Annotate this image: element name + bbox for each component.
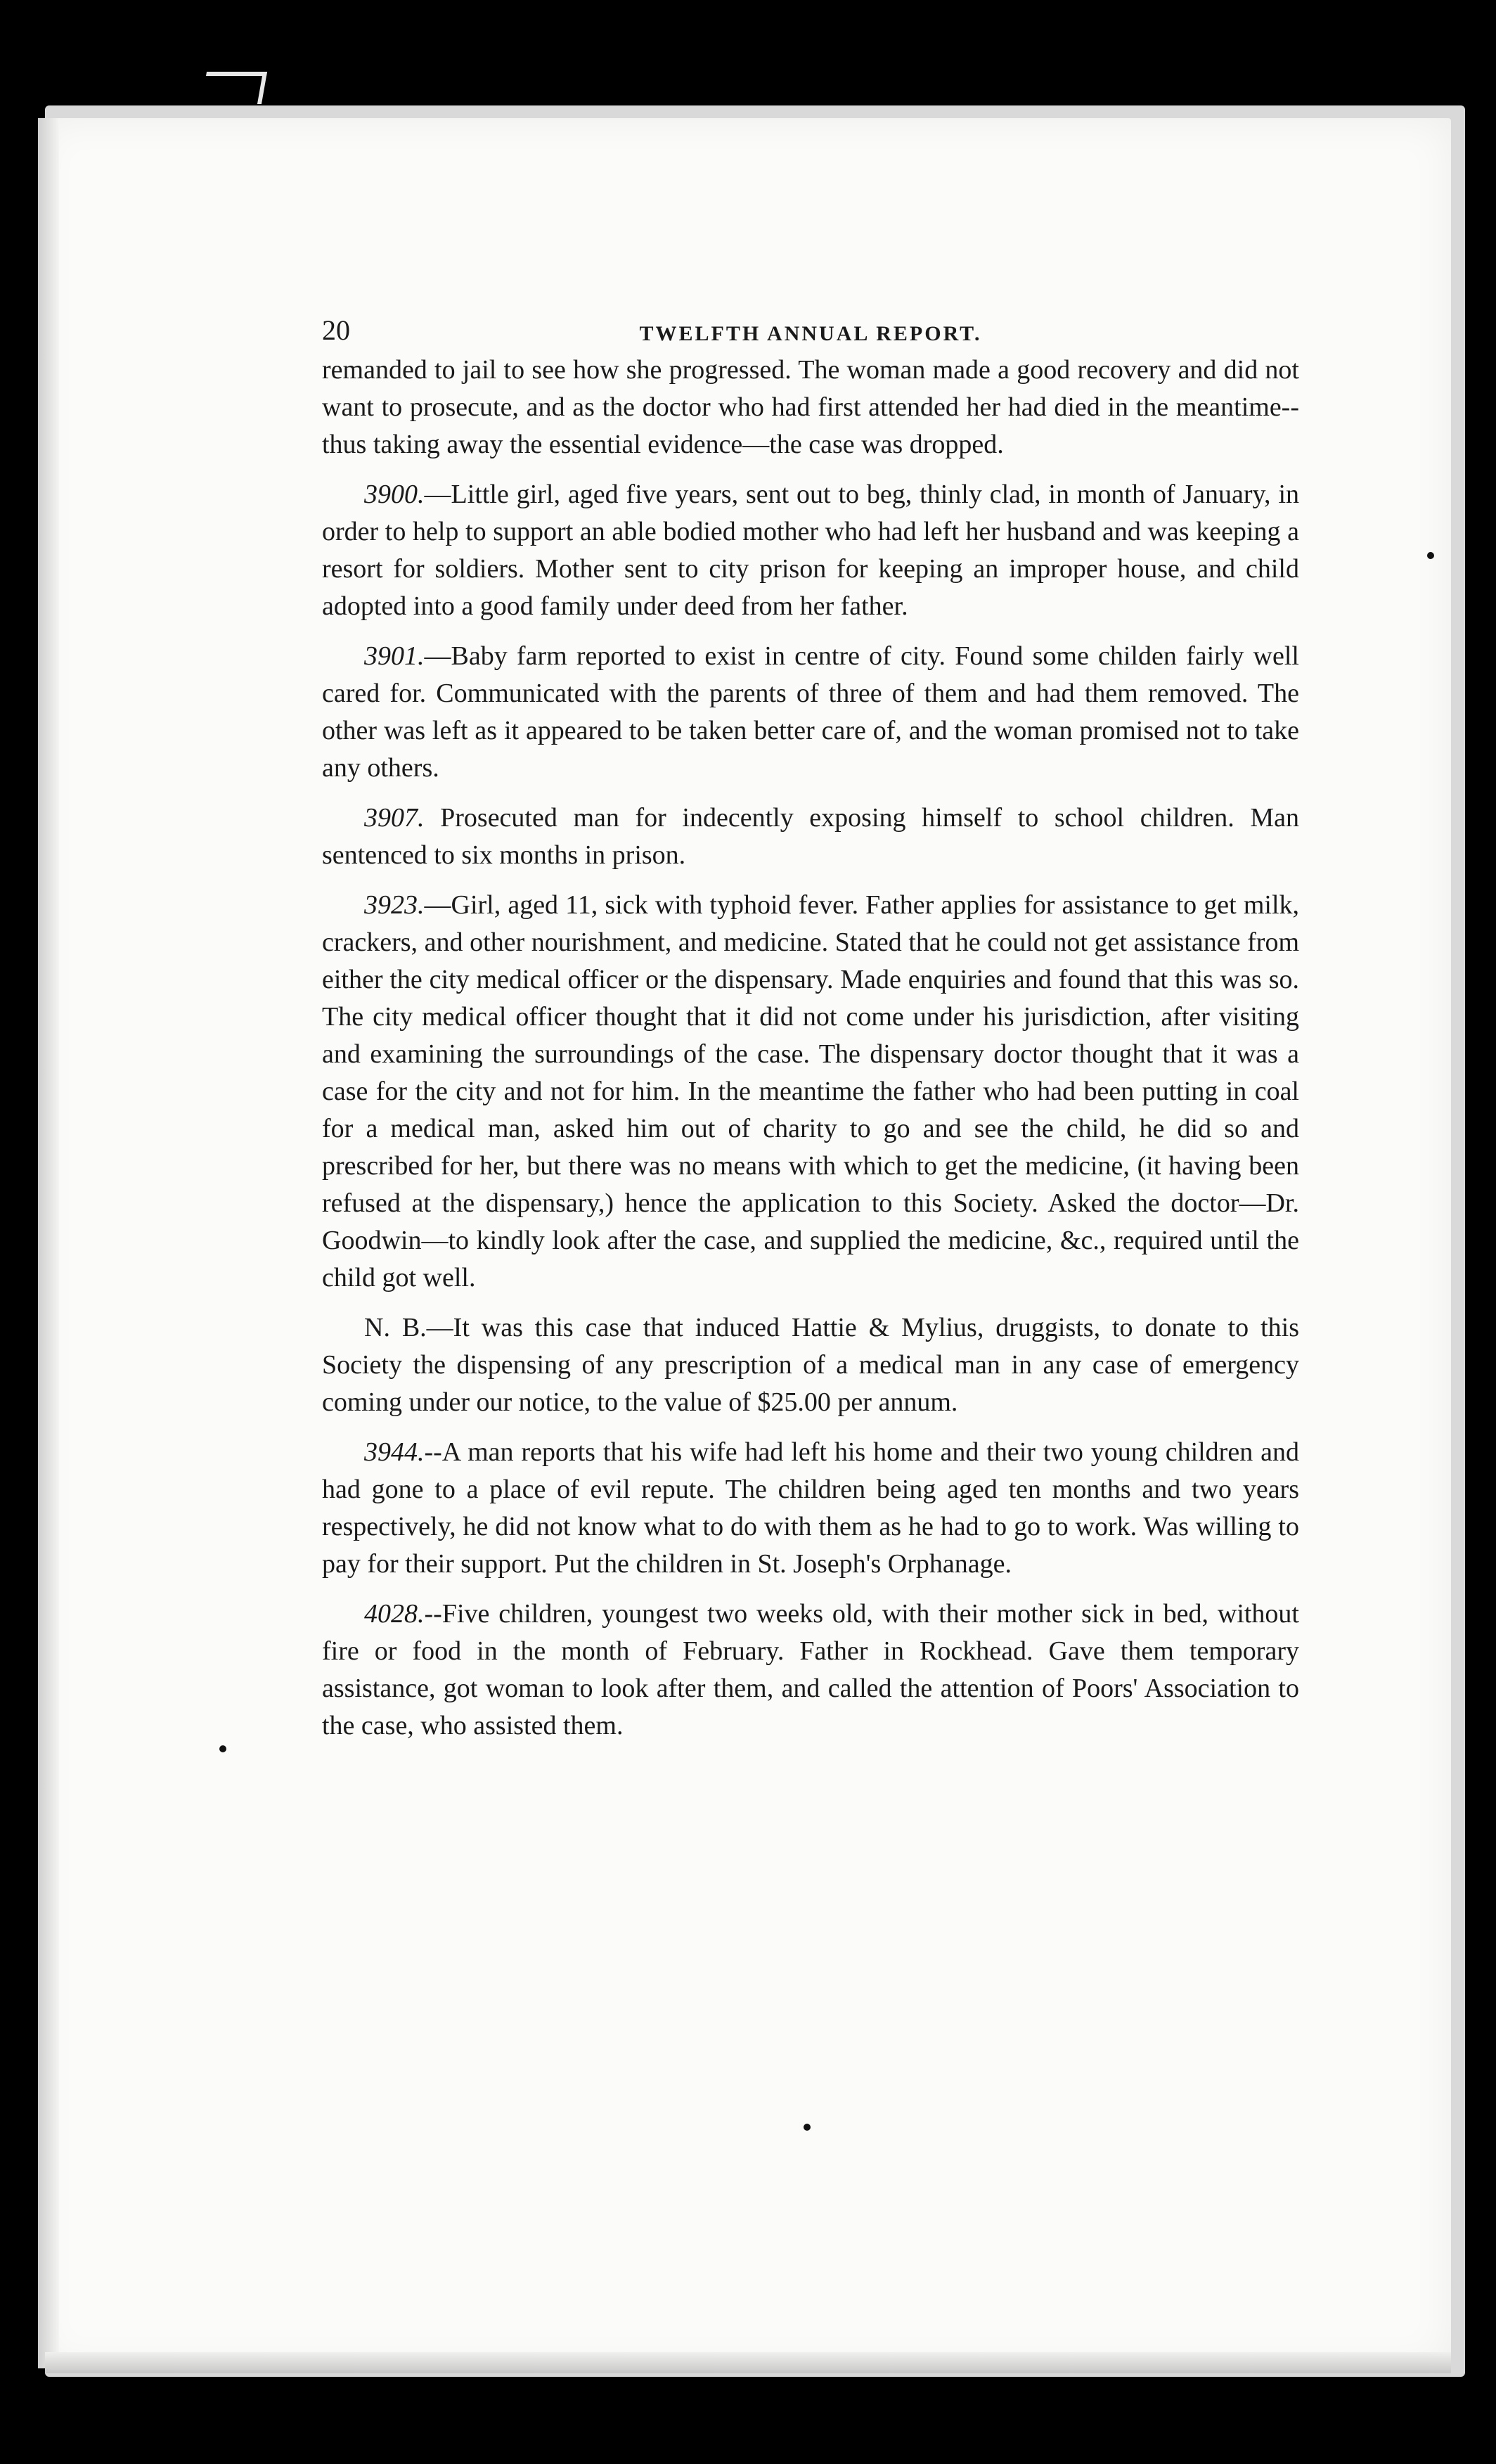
case-number: 3944. (364, 1437, 425, 1467)
body-text (322, 352, 1299, 1745)
paragraph-text: --A man reports that his wife had left his home and their two young children and had gone to a place of evil repute. The children being aged ten months and two years respectively, he did not know what to do with them as he had to go to work. Was willing to pay for their support. Put the children in St. Joseph's Orphanage. (322, 1437, 1299, 1579)
page-content (322, 302, 1299, 1757)
paragraph-text: —Little girl, aged five years, sent out to beg, thinly clad, in month of January, in order to help to support an able bodied mother who had left her husband and was keeping a resort for soldiers. Mother sent to city prison for keeping an improper house, and child adopted into a good family under deed from her father. (322, 480, 1299, 621)
case-number: 3901. (364, 641, 425, 671)
running-head-title: TWELFTH ANNUAL REPORT. (639, 322, 982, 345)
ink-speck (804, 2124, 811, 2131)
paragraph-continuation (322, 352, 1299, 463)
nota-bene-paragraph (322, 1309, 1299, 1421)
case-number: 3923. (364, 890, 425, 920)
case-paragraph-3944 (322, 1434, 1299, 1583)
case-number: 3900. (364, 480, 425, 509)
paragraph-text: —Girl, aged 11, sick with typhoid fever. Father applies for assistance to get milk, crackers, and other nourishment, and medicine. Stated that he could not get assistance from either the city medical officer or the dispensary. Made enquiries and found that this was so. The city medical officer thought that it did not come under his jurisdiction, after visiting and examining the surroundings of the case. The dispensary doctor thought that it was a case for the city and not for him. In the meantime the father who had been putting in coal for a medical man, asked him out of charity to go and see the child, he did so and prescribed for her, but there was no means with which to get the medicine, (it having been refused at the dispensary,) hence the application to this Society. Asked the doctor—Dr. Goodwin—to kindly look after the case, and supplied the medicine, &c., required until the child got well. (322, 890, 1299, 1292)
case-paragraph-3901 (322, 638, 1299, 787)
page-number: 20 (322, 314, 350, 346)
page-bottom-edge (45, 2352, 1451, 2373)
paragraph-text: Prosecuted man for indecently exposing himself to school children. Man sentenced to six months in prison. (322, 803, 1299, 870)
case-number: 4028. (364, 1599, 425, 1629)
paragraph-text: --Five children, youngest two weeks old, with their mother sick in bed, without fire or food in the month of February. Father in Rockhead. Gave them temporary assistance, got woman to look after them, and called the attention of Poors' Association to the case, who assisted them. (322, 1599, 1299, 1740)
page-left-edge (38, 118, 59, 2368)
running-head (322, 302, 1299, 352)
case-paragraph-4028 (322, 1596, 1299, 1745)
case-number: 3907. (364, 803, 425, 833)
paragraph-text: N. B.—It was this case that induced Hattie & Mylius, druggists, to donate to this Society the dispensing of any prescription of a medical man in any case of emergency coming under our notice, to the value of $25.00 per annum. (322, 1313, 1299, 1417)
case-paragraph-3923 (322, 887, 1299, 1297)
ink-speck (219, 1745, 226, 1752)
paragraph-text: remanded to jail to see how she progressed. The woman made a good recovery and did not want to prosecute, and as the doctor who had first attended her had died in the meantime--thus taking away the essential evidence—the case was dropped. (322, 355, 1299, 459)
case-paragraph-3900 (322, 476, 1299, 625)
page-corner-mark (201, 72, 267, 104)
ink-speck (1427, 552, 1434, 559)
paragraph-text: —Baby farm reported to exist in centre of city. Found some childen fairly well cared for. Communicated with the parents of three of them and had them removed. The other was left as it appeared to be taken better care of, and the woman promised not to take any others. (322, 641, 1299, 783)
case-paragraph-3907 (322, 800, 1299, 874)
